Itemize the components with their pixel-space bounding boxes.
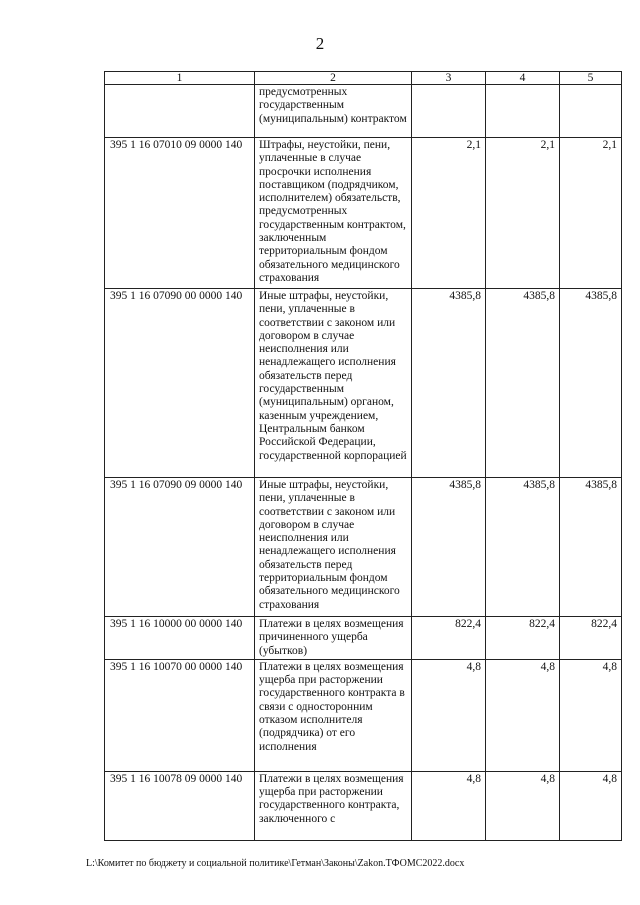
row-name: Иные штрафы, неустойки, пени, уплаченные в соответствии с законом или договором в случае неисполнения или ненадлежащего исполнения обязательств перед территориальным фондом обязательного медицинского страхования	[255, 478, 412, 617]
row-code: 395 1 16 10070 00 0000 140	[105, 659, 255, 771]
row-code: 395 1 16 07090 00 0000 140	[105, 289, 255, 478]
row-value-3: 4385,8	[412, 478, 486, 617]
row-code: 395 1 16 10078 09 0000 140	[105, 771, 255, 840]
row-value-3: 822,4	[412, 617, 486, 660]
row-code: 395 1 16 07090 09 0000 140	[105, 478, 255, 617]
row-code: 395 1 16 07010 09 0000 140	[105, 138, 255, 289]
table-row	[105, 771, 622, 840]
row-value-3: 4,8	[412, 771, 486, 840]
row-value-3: 4385,8	[412, 289, 486, 478]
row-value-5	[560, 85, 622, 138]
column-header-4: 4	[486, 72, 560, 85]
row-code: 395 1 16 10000 00 0000 140	[105, 617, 255, 660]
row-value-4: 822,4	[486, 617, 560, 660]
row-name: предусмотренных государственным (муниципальным) контрактом	[255, 85, 412, 138]
column-header-2: 2	[255, 72, 412, 85]
row-value-5: 4385,8	[560, 478, 622, 617]
row-value-4	[486, 85, 560, 138]
row-value-4: 2,1	[486, 138, 560, 289]
table-row	[105, 617, 622, 660]
column-header-1: 1	[105, 72, 255, 85]
row-value-4: 4385,8	[486, 289, 560, 478]
row-name: Платежи в целях возмещения ущерба при расторжении государственного контракта в связи с односторонним отказом исполнителя (подрядчика) от его исполнения	[255, 659, 412, 771]
budget-table	[104, 71, 622, 841]
table-row	[105, 85, 622, 138]
row-value-5: 4,8	[560, 771, 622, 840]
row-value-5: 4,8	[560, 659, 622, 771]
table-row	[105, 478, 622, 617]
row-name: Платежи в целях возмещения ущерба при расторжении государственного контракта, заключенного с	[255, 771, 412, 840]
table-row	[105, 138, 622, 289]
column-number-row	[105, 72, 622, 85]
row-code	[105, 85, 255, 138]
row-value-3: 2,1	[412, 138, 486, 289]
row-value-5: 2,1	[560, 138, 622, 289]
row-value-4: 4,8	[486, 771, 560, 840]
table-row	[105, 659, 622, 771]
page-number: 2	[315, 34, 325, 53]
row-value-4: 4,8	[486, 659, 560, 771]
row-name: Штрафы, неустойки, пени, уплаченные в случае просрочки исполнения поставщиком (подрядчиком, исполнителем) обязательств, предусмотренных государственным контрактом, заключенным территориальным фондом обязательного медицинского страхования	[255, 138, 412, 289]
column-header-3: 3	[412, 72, 486, 85]
column-header-5: 5	[560, 72, 622, 85]
row-value-3	[412, 85, 486, 138]
row-value-5: 4385,8	[560, 289, 622, 478]
row-name: Платежи в целях возмещения причиненного ущерба (убытков)	[255, 617, 412, 660]
table-row	[105, 289, 622, 478]
row-value-3: 4,8	[412, 659, 486, 771]
row-value-5: 822,4	[560, 617, 622, 660]
row-value-4: 4385,8	[486, 478, 560, 617]
file-path-footer: L:\Комитет по бюджету и социальной политике\Гетман\Законы\Zakon.ТФОМС2022.docx	[86, 858, 465, 869]
row-name: Иные штрафы, неустойки, пени, уплаченные в соответствии с законом или договором в случае неисполнения или ненадлежащего исполнения обязательств перед государственным (муниципальным) органом, казенным учреждением, Центральным банком Российской Федерации, государственной корпорацией	[255, 289, 412, 478]
